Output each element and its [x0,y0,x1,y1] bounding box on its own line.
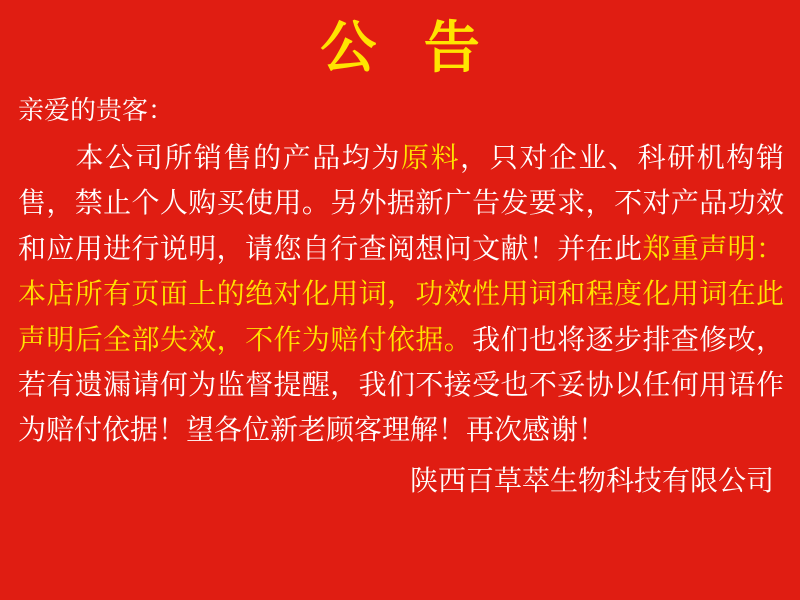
company-signature: 陕西百草萃生物科技有限公司 [409,463,774,497]
body-segment-3: 我们也将逐步排查修改，若有遗漏请何为监督提醒，我们不接受也不妥协以任何用语作为赔付依据！望各位新老顾客理解！再次感谢！ [18,322,784,447]
body-segment-2: ，只对企业、科研机构销售，禁止个人购买使用。另外据新广告发要求，不对产品功效和应用进行说明，请您自行查阅想问文献！并在此 [18,141,784,265]
salutation-text: 亲爱的贵客： [18,96,175,126]
highlight-solemn-statement: 郑重声明：本店所有页面上的绝对化用词，功效性用词和程度化用词在此声明后全部失效，不作为赔付依据。 [18,231,784,356]
highlight-raw-material: 原料 [400,141,461,175]
body-segment-1: 本公司所销售的产品均为 [74,141,401,175]
page-title: 公 告 [320,16,494,81]
announcement-body [18,135,784,453]
